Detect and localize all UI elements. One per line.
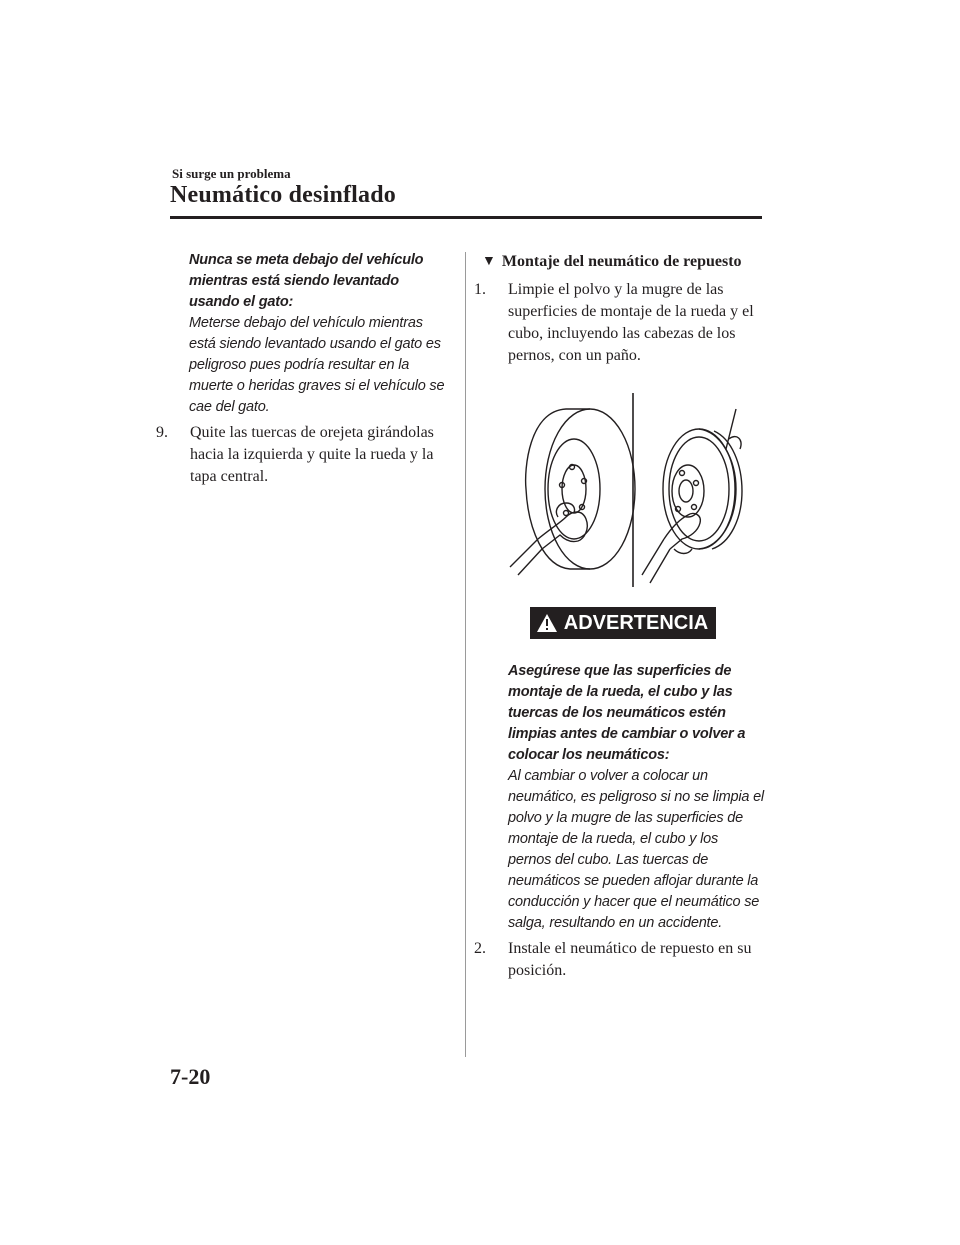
step-1 [474, 279, 764, 367]
warning-bold-text: Nunca se meta debajo del vehículo mientras está siendo levantado usando el gato: [189, 252, 424, 310]
step-2 [474, 938, 764, 982]
subheading [474, 253, 764, 271]
step-text: Quite las tuercas de orejeta girándolas hacia la izquierda y quite la rueda y la tapa central. [190, 424, 434, 485]
warning-badge-wrap [474, 607, 764, 639]
warning-badge [530, 607, 716, 639]
warning-label: ADVERTENCIA [563, 611, 709, 634]
warning-continued [156, 250, 452, 418]
title-rule [170, 216, 762, 219]
wheel-hub-cleaning-icon [474, 389, 764, 589]
step-text: Instale el neumático de repuesto en su posición. [508, 940, 752, 979]
column-divider [465, 252, 466, 1057]
step-number: 9. [156, 424, 168, 441]
triangle-down-icon: ▼ [482, 254, 496, 269]
warning-body-text: Al cambiar o volver a colocar un neumático, es peligroso si no se limpia el polvo y la mugre de las superficies de montaje de la rueda, el cubo y los pernos del cubo. Las tuercas de neumáticos se pueden aflojar durante la conducción y hacer que el neumático se salga, resultando en un accidente. [508, 768, 764, 931]
warning-bold-text: Asegúrese que las superficies de montaje de la rueda, el cubo y las tuercas de los neumáticos estén limpias antes de cambiar o volver a colocar los neumáticos: [508, 663, 746, 763]
right-column [474, 253, 764, 982]
step-text: Limpie el polvo y la mugre de las superficies de montaje de la rueda y el cubo, incluyendo las cabezas de los pernos, con un paño. [508, 281, 754, 364]
step-9 [156, 422, 452, 488]
warning-triangle-icon [536, 613, 558, 633]
warning-body-text: Meterse debajo del vehículo mientras está siendo levantado usando el gato es peligroso pues podría resultar en la muerte o heridas graves si el vehículo se cae del gato. [189, 315, 445, 415]
warning-text [474, 661, 764, 934]
page-title: Neumático desinflado [170, 182, 396, 208]
wheel-cleaning-illustration [474, 389, 764, 589]
step-number: 1. [474, 281, 486, 298]
left-column [156, 250, 452, 488]
page-number: 7-20 [170, 1064, 211, 1089]
section-label: Si surge un problema [172, 166, 291, 181]
step-number: 2. [474, 940, 486, 957]
subheading-text: Montaje del neumático de repuesto [501, 253, 742, 270]
